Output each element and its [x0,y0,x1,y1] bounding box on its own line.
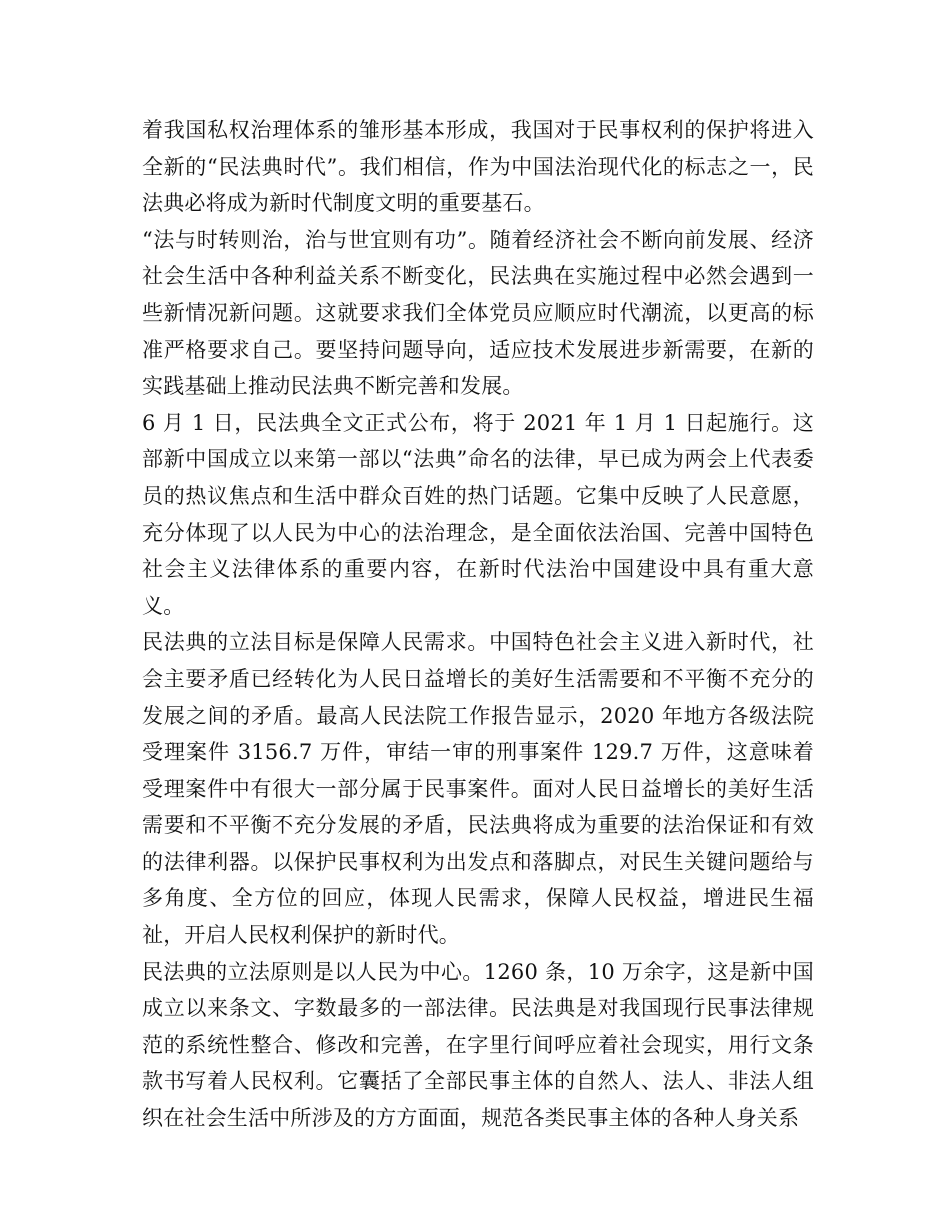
document-body [142,112,814,1137]
paragraph-2: “法与时转则治，治与世宜则有功”。随着经济社会不断向前发展、经济社会生活中各种利益关系不断变化，民法典在实施过程中必然会遇到一些新情况新问题。这就要求我们全体党员应顺应时代潮流，以更高的标准严格要求自己。要坚持问题导向，适应技术发展进步新需要，在新的实践基础上推动民法典不断完善和发展。 [142,227,814,399]
paragraph-4: 民法典的立法目标是保障人民需求。中国特色社会主义进入新时代，社会主要矛盾已经转化为人民日益增长的美好生活需要和不平衡不充分的发展之间的矛盾。最高人民法院工作报告显示，2020 年地方各级法院受理案件 3156.7 万件，审结一审的刑事案件 129.7 万件，这意味着受理案件中有很大一部分属于民事案件。面对人民日益增长的美好生活需要和不平衡不充分发展的矛盾，民法典将成为重要的法治保证和有效的法律利器。以保护民事权利为出发点和落脚点，对民生关键问题给与多角度、全方位的回应，体现人民需求，保障人民权益，增进民生福祉，开启人民权利保护的新时代。 [142,630,814,948]
paragraph-3: 6 月 1 日，民法典全文正式公布，将于 2021 年 1 月 1 日起施行。这部新中国成立以来第一部以“法典”命名的法律，早已成为两会上代表委员的热议焦点和生活中群众百姓的热门话题。它集中反映了人民意愿，充分体现了以人民为中心的法治理念，是全面依法治国、完善中国特色社会主义法律体系的重要内容，在新时代法治中国建设中具有重大意义。 [142,410,814,618]
paragraph-1: 着我国私权治理体系的雏形基本形成，我国对于民事权利的保护将进入全新的“民法典时代”。我们相信，作为中国法治现代化的标志之一，民法典必将成为新时代制度文明的重要基石。 [142,118,814,216]
paragraph-5: 民法典的立法原则是以人民为中心。1260 条，10 万余字，这是新中国成立以来条文、字数最多的一部法律。民法典是对我国现行民事法律规范的系统性整合、修改和完善，在字里行间呼应着社会现实，用行文条款书写着人民权利。它囊括了全部民事主体的自然人、法人、非法人组织在社会生活中所涉及的方方面面，规范各类民事主体的各种人身关系 [142,959,814,1131]
